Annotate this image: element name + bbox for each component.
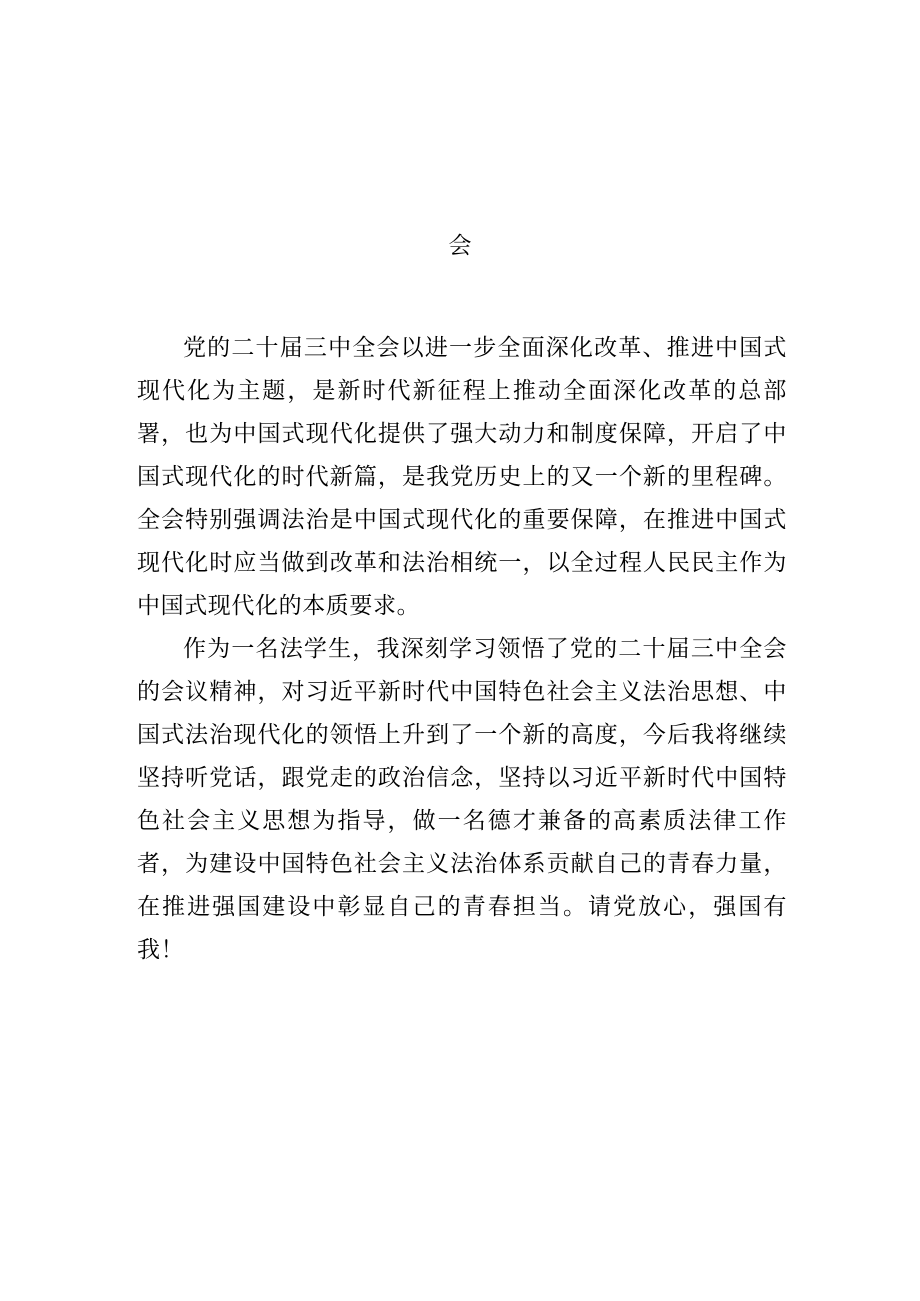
paragraph-1: 党的二十届三中全会以进一步全面深化改革、推进中国式现代化为主题，是新时代新征程上推动全面深化改革的总部署，也为中国式现代化提供了强大动力和制度保障，开启了中国式现代化的时代新篇，是我党历史上的又一个新的里程碑。全会特别强调法治是中国式现代化的重要保障，在推进中国式现代化时应当做到改革和法治相统一，以全过程人民民主作为中国式现代化的本质要求。	[137, 335, 787, 619]
paragraph-2: 作为一名法学生，我深刻学习领悟了党的二十届三中全会的会议精神，对习近平新时代中国特色社会主义法治思想、中国式法治现代化的领悟上升到了一个新的高度，今后我将继续坚持听党话，跟党走的政治信念，坚持以习近平新时代中国特色社会主义思想为指导，做一名德才兼备的高素质法律工作者，为建设中国特色社会主义法治体系贡献自己的青春力量，在推进强国建设中彰显自己的青春担当。请党放心，强国有我！	[137, 636, 787, 963]
document-heading: 会	[448, 233, 472, 259]
document-body	[137, 327, 787, 972]
